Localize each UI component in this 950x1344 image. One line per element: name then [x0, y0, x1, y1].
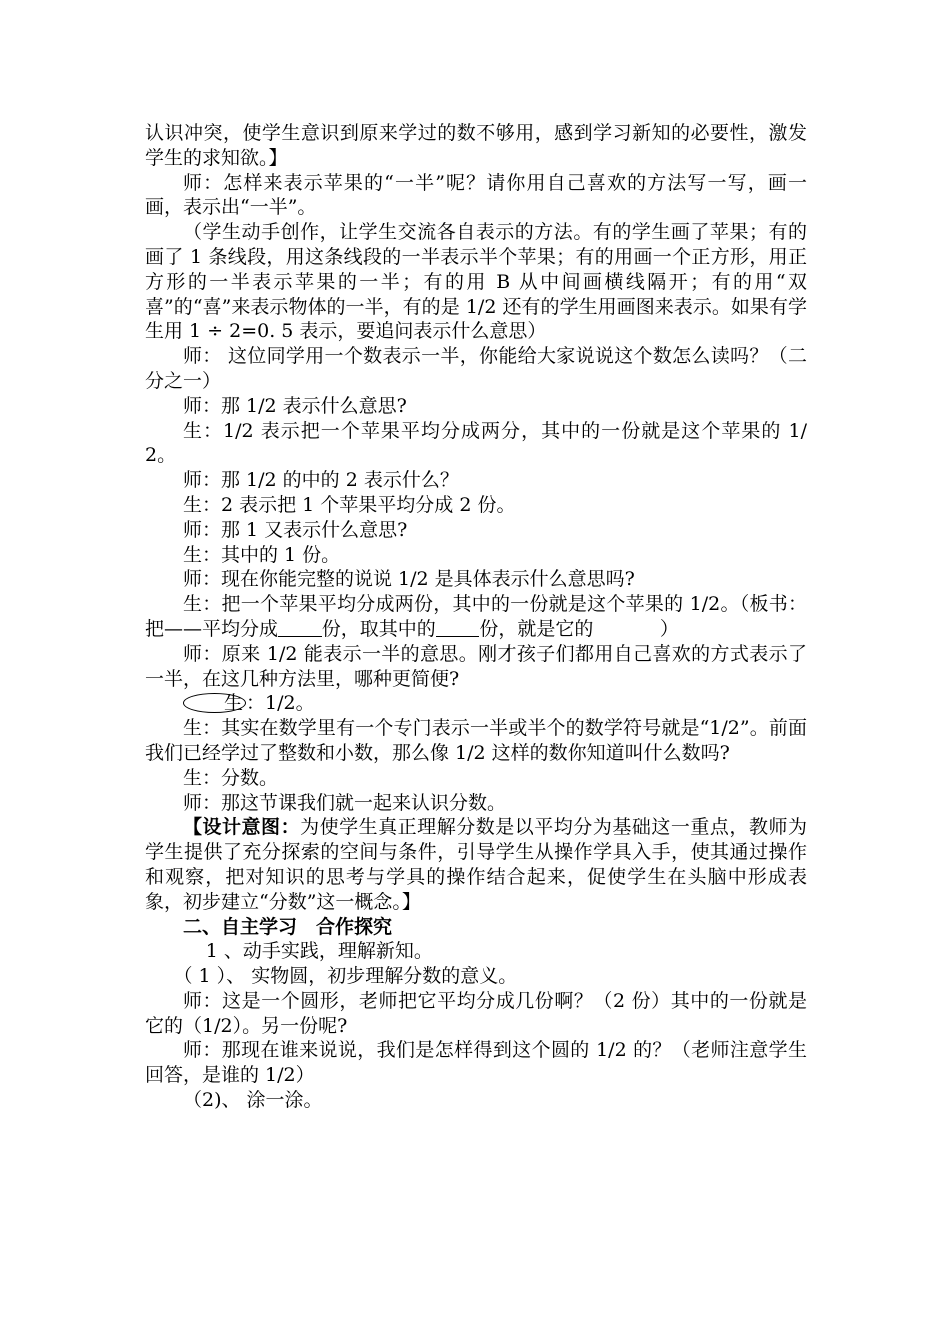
subsection-circle: （ 1 ）、 实物圆，初步理解分数的意义。 — [173, 965, 518, 988]
blackboard-text-4: ） — [659, 617, 679, 640]
paragraph-teacher-numerator: 师：那 1 又表示什么意思? — [183, 518, 408, 541]
paragraph-student-fraction: 生：分数。 — [183, 766, 279, 789]
paragraph-student-denominator: 生：2 表示把 1 个苹果平均分成 2 份。 — [183, 493, 516, 516]
lesson-plan-text — [145, 121, 807, 1113]
paragraph-teacher-read-number: 师： 这位同学用一个数表示一半，你能给大家说说这个数怎么读吗？（二分之一） — [145, 345, 807, 392]
paragraph-student-meaning: 生：1/2 表示把一个苹果平均分成两分，其中的一份就是这个苹果的 1/2。 — [145, 419, 807, 467]
paragraph-design-intent-end: 认识冲突，使学生意识到原来学过的数不够用，感到学习新知的必要性，激发学生的求知欲。】 — [145, 122, 807, 169]
paragraph-teacher-intro: 师：那这节课我们就一起来认识分数。 — [183, 791, 507, 814]
blackboard-text-2: 份，取其中的 — [321, 617, 436, 640]
section-heading: 二、自主学习 合作探究 — [183, 915, 393, 938]
circled-student-mark: 生 — [183, 693, 246, 713]
subsection-hands-on: 1 、动手实践，理解新知。 — [205, 940, 433, 963]
paragraph-teacher-how: 师：那现在谁来说说，我们是怎样得到这个圆的 1/2 的？（老师注意学生回答，是谁的 1/2） — [145, 1039, 807, 1087]
design-intent-label: 【设计意图： — [183, 816, 301, 839]
fill-blank-1 — [278, 617, 322, 637]
blackboard-text-3: 份，就是它的 — [479, 617, 594, 640]
paragraph-teacher-complete: 师：现在你能完整的说说 1/2 是具体表示什么意思吗? — [183, 568, 635, 591]
paragraph-student-numerator: 生：其中的 1 份。 — [183, 543, 341, 566]
subsection-color: （2)、 涂一涂。 — [183, 1089, 323, 1112]
paragraph-teacher-meaning: 师：那 1/2 表示什么意思? — [183, 394, 407, 417]
paragraph-teacher-denominator: 师：那 1/2 的中的 2 表示什么？ — [183, 469, 459, 492]
paragraph-teacher-simplest: 师：原来 1/2 能表示一半的意思。刚才孩子们都用自己喜欢的方式表示了一半，在这几种方法里，哪种更简便? — [145, 642, 807, 690]
paragraph-student-blackboard — [145, 592, 807, 642]
blackboard-text-1: 生：把一个苹果平均分成两份，其中的一份就是这个苹果的 1/2。（板书：把——平均分成 — [145, 593, 807, 640]
student-answer-text: ：1/2。 — [246, 692, 315, 715]
paragraph-student-activity: （学生动手创作，让学生交流各自表示的方法。有的学生画了苹果；有的画了 1 条线段，用这条线段的一半表示半个苹果；有的用画一个正方形，用正方形的一半表示苹果的一半；有的用 B 从中间画横线隔开；有的用“双喜”的“喜”来表示物体的一半，有的是 1/2 还有的学生用画图来表示。如果有学生用 1 ÷ 2=0. 5 表示，要追问表示什么意思） — [145, 221, 807, 343]
design-intent-text: 为使学生真正理解分数是以平均分为基础这一重点，教师为学生提供了充分探索的空间与条件，引导学生从操作学具入手，使其通过操作和观察，把对知识的思考与学具的操作结合起来，促使学生在头脑中形成表象，初步建立“分数”这一概念。】 — [145, 816, 807, 913]
paragraph-teacher-circle: 师：这是一个圆形，老师把它平均分成几份啊？（2 份）其中的一份就是它的（1/2）。另一份呢? — [145, 989, 807, 1037]
paragraph-student-answer — [145, 691, 807, 716]
fill-blank-2 — [436, 617, 480, 637]
paragraph-student-symbol: 生：其实在数学里有一个专门表示一半或半个的数学符号就是“1/2”。前面我们已经学过了整数和小数，那么像 1/2 这样的数你知道叫什么数吗? — [145, 717, 807, 764]
paragraph-design-intent — [145, 815, 807, 914]
paragraph-teacher-question-half: 师：怎样来表示苹果的“一半”呢？请你用自己喜欢的方法写一写，画一画，表示出“一半”。 — [145, 171, 807, 219]
